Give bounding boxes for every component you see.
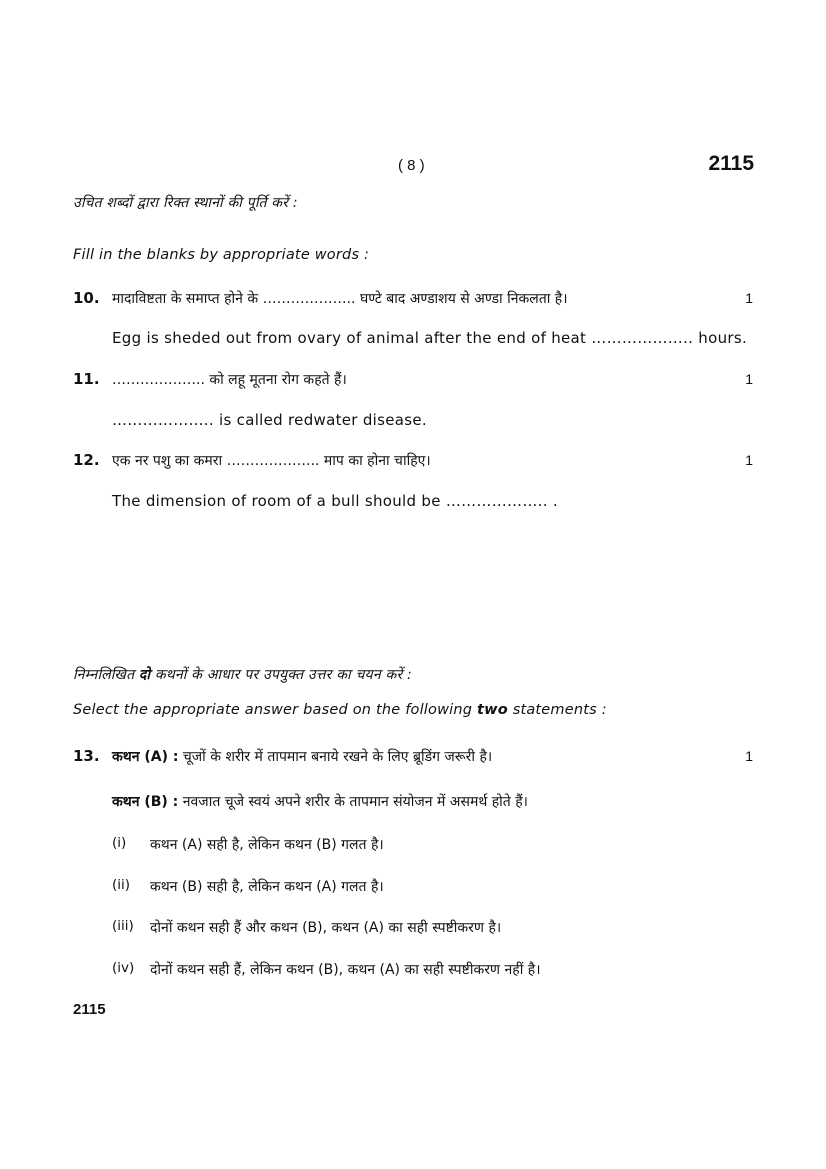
page-number: ( 8 ) [398, 157, 425, 174]
option-text: दोनों कथन सही हैं और कथन (B), कथन (A) का सही स्पष्टीकरण है। [150, 920, 502, 936]
question-hindi: मादाविष्टता के समाप्त होने के ……………….. घण्टे बाद अण्डाशय से अण्डा निकलता है। [112, 291, 568, 307]
option-label: (iv) [112, 960, 135, 976]
statement-a-label: कथन (A) : [112, 749, 179, 765]
option-text: दोनों कथन सही हैं, लेकिन कथन (B), कथन (A) का सही स्पष्टीकरण नहीं है। [150, 962, 541, 978]
question-number: 11. [73, 370, 100, 388]
paper-code-header: 2115 [708, 152, 754, 175]
question-hindi: एक नर पशु का कमरा ……………….. माप का होना चाहिए। [112, 453, 431, 469]
option-label: (iii) [112, 918, 134, 934]
question-english: Egg is sheded out from ovary of animal after the end of heat ……………….. hours. [112, 329, 748, 347]
question-hindi: ……………….. को लहू मूतना रोग कहते हैं। [112, 372, 347, 388]
statement-b: कथन (B) : नवजात चूजे स्वयं अपने शरीर के तापमान संयोजन में असमर्थ होते हैं। [112, 794, 528, 810]
section2-instruction-hindi: निम्नलिखित दो कथनों के आधार पर उपयुक्त उत्तर का चयन करें : [73, 667, 412, 683]
question-marks: 1 [745, 452, 753, 468]
section1-instruction-hindi: उचित शब्दों द्वारा रिक्त स्थानों की पूर्ति करें : [73, 195, 298, 211]
question-number: 10. [73, 289, 100, 307]
question-marks: 1 [745, 371, 753, 387]
question-english: The dimension of room of a bull should be ……………….. . [112, 492, 558, 510]
question-number: 13. [73, 747, 100, 765]
option-text: कथन (B) सही है, लेकिन कथन (A) गलत है। [150, 879, 384, 895]
section1-instruction-english: Fill in the blanks by appropriate words : [73, 247, 370, 263]
option-label: (i) [112, 835, 127, 851]
paper-code-footer: 2115 [73, 1001, 106, 1018]
question-marks: 1 [745, 748, 753, 764]
statement-b-label: कथन (B) : [112, 794, 179, 810]
statement-a: कथन (A) : चूजों के शरीर में तापमान बनाये रखने के लिए ब्रूडिंग जरूरी है। [112, 749, 493, 765]
option-text: कथन (A) सही है, लेकिन कथन (B) गलत है। [150, 837, 384, 853]
question-english: ……………….. is called redwater disease. [112, 411, 427, 429]
question-number: 12. [73, 451, 100, 469]
section2-instruction-english: Select the appropriate answer based on the following two statements : [73, 702, 607, 718]
question-marks: 1 [745, 290, 753, 306]
option-label: (ii) [112, 877, 131, 893]
